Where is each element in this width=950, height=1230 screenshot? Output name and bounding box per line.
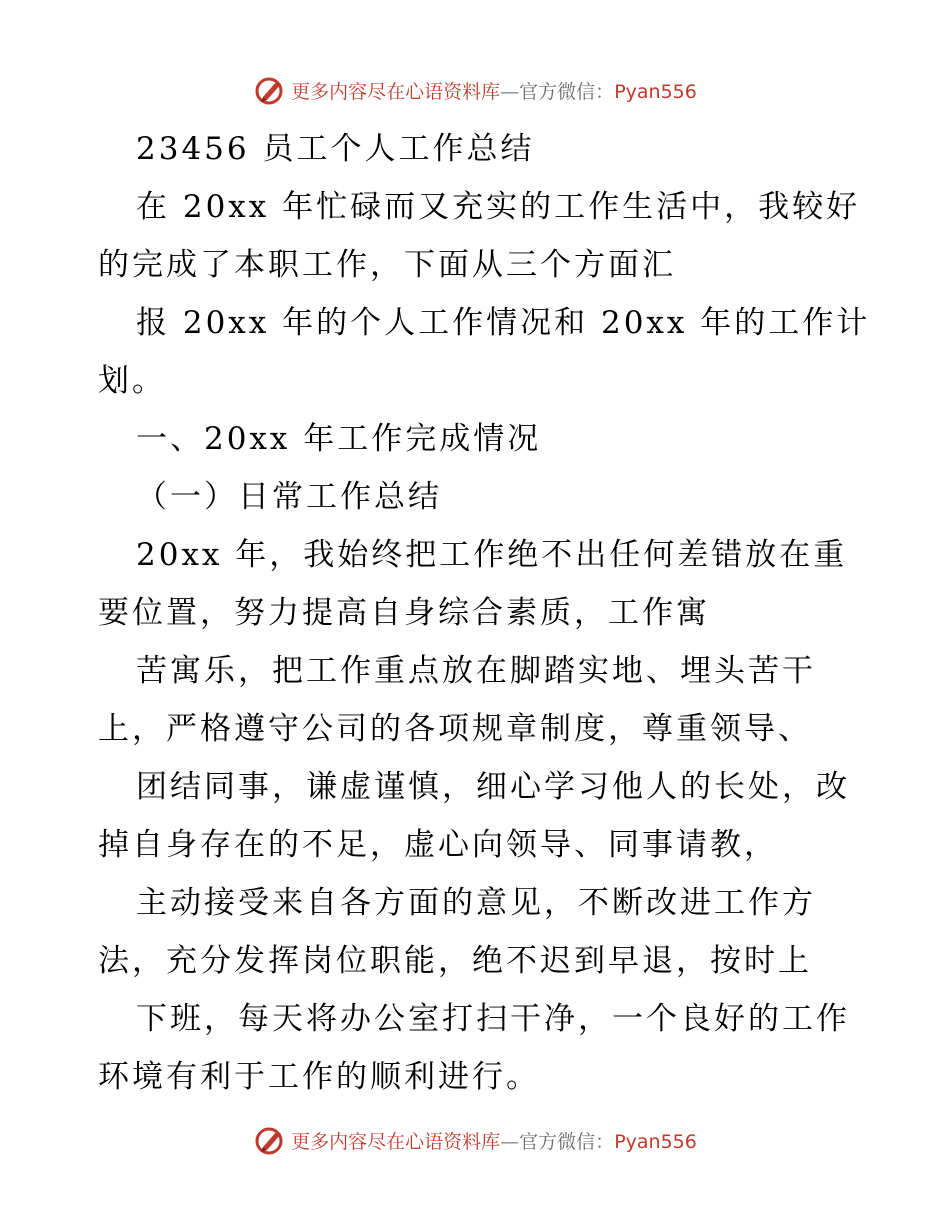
document-title: 23456 员工个人工作总结 — [136, 131, 535, 167]
paragraph-line: 20xx 年，我始终把工作绝不出任何差错放在重 — [136, 537, 848, 573]
footer-watermark-banner — [0, 1120, 950, 1160]
document-body — [98, 120, 871, 1106]
section-heading: 一、20xx 年工作完成情况 — [136, 421, 542, 457]
paragraph-line: 报 20xx 年的个人工作情况和 20xx 年的工作计 — [136, 305, 871, 341]
paragraph-line: 主动接受来自各方面的意见，不断改进工作方 — [136, 885, 816, 921]
paragraph-line: 下班，每天将办公室打扫干净，一个良好的工作 — [136, 1001, 850, 1037]
paragraph-line: 环境有利于工作的顺利进行。 — [98, 1059, 540, 1095]
watermark-dash: — — [500, 1130, 520, 1153]
watermark-wechat-id: Pyan556 — [614, 80, 697, 103]
paragraph-line: 团结同事，谦虚谨慎，细心学习他人的长处，改 — [136, 769, 850, 805]
watermark-wechat-id: Pyan556 — [614, 1130, 697, 1153]
pen-logo-icon — [253, 1123, 287, 1157]
paragraph-line: 苦寓乐，把工作重点放在脚踏实地、埋头苦干 — [136, 653, 816, 689]
paragraph-line: 的完成了本职工作，下面从三个方面汇 — [98, 247, 676, 283]
subsection-heading: （一）日常工作总结 — [136, 479, 442, 515]
paragraph-line: 在 20xx 年忙碌而又充实的工作生活中，我较好 — [136, 189, 861, 225]
paragraph-line: 上，严格遵守公司的各项规章制度，尊重领导、 — [98, 711, 812, 747]
watermark-main-text: 更多内容尽在心语资料库 — [291, 1130, 501, 1153]
paragraph-line: 要位置，努力提高自身综合素质，工作寓 — [98, 595, 710, 631]
paragraph-line: 掉自身存在的不足，虚心向领导、同事请教， — [98, 827, 778, 863]
paragraph-line: 划。 — [98, 363, 166, 399]
paragraph-line: 法，充分发挥岗位职能，绝不迟到早退，按时上 — [98, 943, 812, 979]
watermark-official-label: 官方微信： — [519, 80, 615, 103]
pen-logo-icon — [253, 73, 287, 107]
watermark-main-text: 更多内容尽在心语资料库 — [291, 80, 501, 103]
watermark-dash: — — [500, 80, 520, 103]
watermark-official-label: 官方微信： — [519, 1130, 615, 1153]
watermark-text — [291, 77, 697, 104]
header-watermark-banner — [0, 70, 950, 110]
watermark-text — [291, 1127, 697, 1154]
